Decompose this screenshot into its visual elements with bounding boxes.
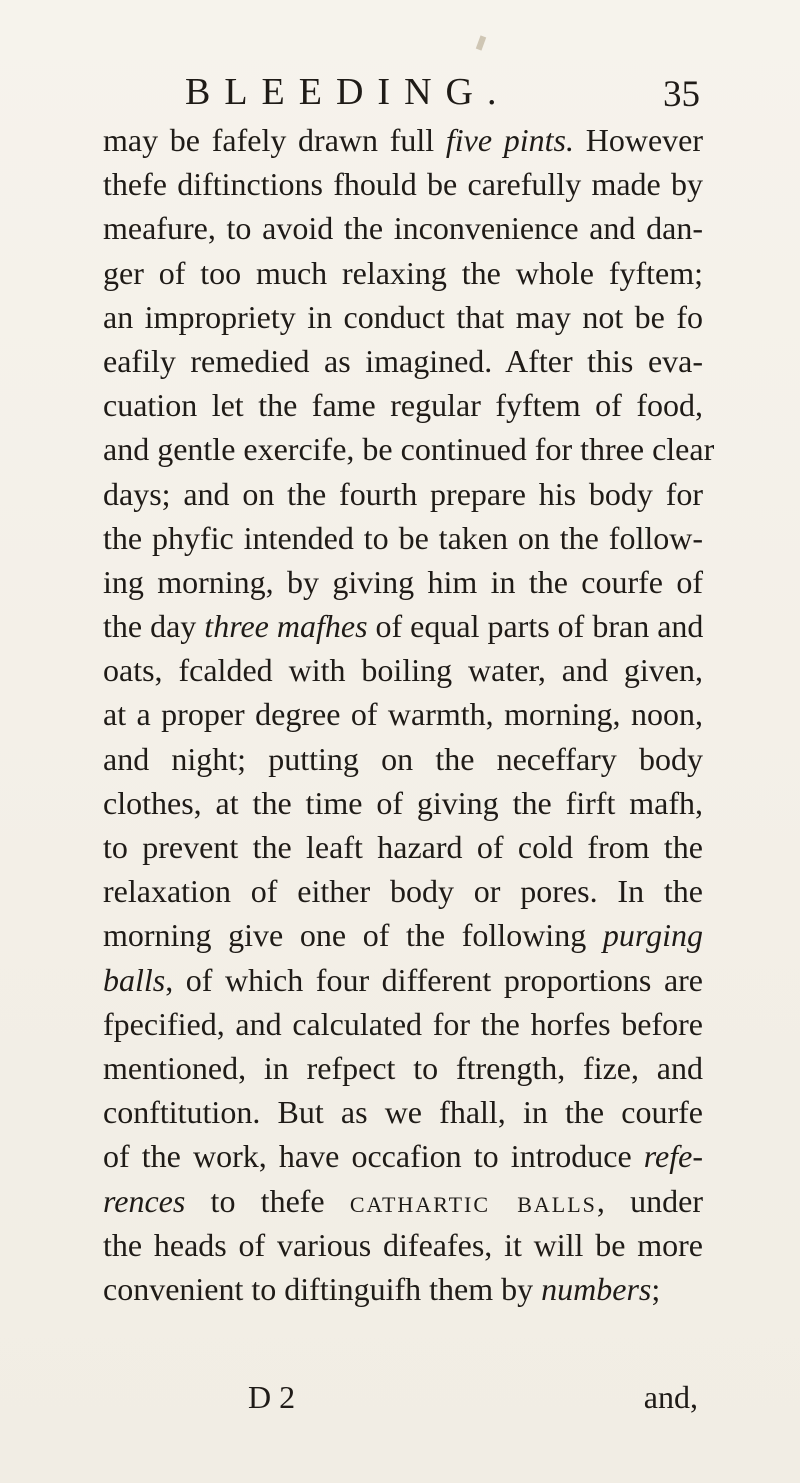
text-run: an impropriety in conduct that may not be fo bbox=[103, 298, 703, 335]
text-line bbox=[103, 339, 703, 383]
italic-run: numbers bbox=[541, 1270, 652, 1307]
text-run: ger of too much relaxing the whole fyftem; bbox=[103, 254, 703, 291]
text-run: at a proper degree of warmth, morning, noon, bbox=[103, 696, 703, 733]
text-run: , of which four different proportions are bbox=[165, 961, 703, 998]
page-number: 35 bbox=[663, 74, 700, 115]
small-caps-run: cathartic balls bbox=[349, 1182, 597, 1219]
text-run: eafily remedied as imagined. After this eva- bbox=[103, 342, 703, 379]
text-run: thefe diftinctions fhould be carefully made by bbox=[103, 166, 703, 203]
text-run: ; bbox=[651, 1270, 661, 1307]
text-line bbox=[103, 383, 703, 427]
text-run: and night; putting on the neceffary body bbox=[103, 740, 703, 777]
text-run: fpecified, and calculated for the horfes before bbox=[103, 1005, 703, 1042]
text-line bbox=[103, 692, 703, 736]
text-line bbox=[103, 869, 703, 913]
text-line bbox=[103, 648, 703, 692]
text-line bbox=[103, 1046, 703, 1090]
text-run: days; and on the fourth prepare his body for bbox=[103, 475, 703, 512]
italic-run: three mafhes bbox=[204, 608, 368, 645]
italic-run: five pints. bbox=[445, 122, 575, 158]
text-line bbox=[103, 604, 703, 648]
text-run: cuation let the fame regular fyftem of food, bbox=[103, 387, 703, 424]
text-line bbox=[103, 162, 703, 206]
text-line bbox=[103, 913, 703, 957]
text-line bbox=[103, 295, 703, 339]
text-run: to prevent the leaft hazard of cold from the bbox=[103, 829, 703, 865]
text-run: and gentle exercife, be continued for three clear bbox=[103, 431, 715, 468]
text-run: conftitution. But as we fhall, in the courfe bbox=[103, 1094, 703, 1131]
text-run: convenient to diftinguifh them by bbox=[103, 1270, 542, 1307]
text-line bbox=[103, 1179, 703, 1223]
text-run: mentioned, in refpect to ftrength, fize, and bbox=[103, 1049, 703, 1086]
text-run: , under bbox=[596, 1182, 704, 1219]
text-run: ing morning, by giving him in the courfe of bbox=[103, 563, 703, 600]
italic-run: rences bbox=[103, 1182, 186, 1219]
paper-blemish bbox=[476, 35, 486, 50]
text-line bbox=[103, 1267, 703, 1311]
text-run: of the work, have occafion to introduce bbox=[103, 1138, 644, 1175]
text-line bbox=[103, 1090, 703, 1134]
text-line bbox=[103, 118, 703, 162]
text-line bbox=[103, 206, 703, 250]
text-line bbox=[103, 737, 703, 781]
text-run: the phyfic intended to be taken on the follow- bbox=[103, 519, 703, 556]
text-line bbox=[103, 516, 703, 560]
text-run: oats, fcalded with boiling water, and given, bbox=[103, 652, 703, 689]
text-line bbox=[103, 1002, 703, 1046]
text-run: may be fafely drawn full bbox=[103, 122, 446, 158]
text-line bbox=[103, 251, 703, 295]
text-line bbox=[103, 560, 703, 604]
signature-mark: D 2 bbox=[248, 1379, 296, 1415]
catchword: and, bbox=[643, 1379, 698, 1415]
text-run: relaxation of either body or pores. In the bbox=[103, 873, 703, 910]
text-run: morning give one of the following bbox=[103, 917, 603, 954]
text-line bbox=[103, 427, 715, 471]
italic-run: balls bbox=[103, 961, 166, 998]
text-line bbox=[103, 1223, 703, 1267]
text-run: clothes, at the time of giving the firft mafh, bbox=[103, 784, 703, 821]
italic-run: purging bbox=[602, 917, 703, 954]
text-run: to thefe bbox=[185, 1182, 350, 1219]
text-run: meafure, to avoid the inconvenience and dan- bbox=[103, 210, 703, 247]
text-run: the heads of various difeafes, it will be more bbox=[103, 1226, 703, 1263]
body-text bbox=[103, 118, 715, 1311]
text-line bbox=[103, 958, 703, 1002]
text-line bbox=[103, 1134, 703, 1178]
text-line bbox=[103, 781, 703, 825]
text-run: However bbox=[574, 122, 704, 158]
text-line bbox=[103, 825, 703, 869]
text-run: of equal parts of bran and bbox=[367, 608, 704, 645]
text-line bbox=[103, 472, 703, 516]
running-head: BLEEDING. bbox=[185, 71, 511, 113]
text-run: the day bbox=[103, 608, 205, 645]
italic-run: refe- bbox=[643, 1138, 703, 1175]
